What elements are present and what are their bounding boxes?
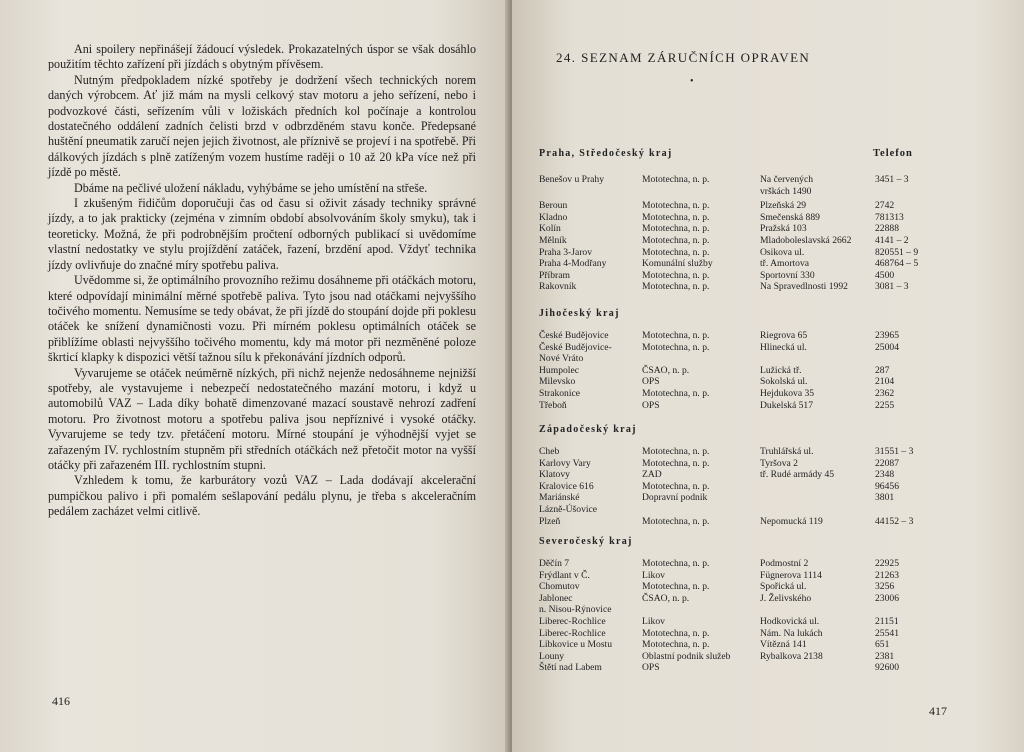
paragraph: Vyvarujeme se otáček neúměrně nízkých, při nichž nejenže nedosáhneme nejnižší spotřeby, ale vystavujeme i nebezpečí nedostatečného mazání motoru, i když u automobilů VAZ – Lada díky bohatě dimenzované mazací soustavě nehrozí zadření motoru. Pro životnost motoru a spotřebu paliva jsou nepříznivé i vysoké otáčky. Vyvarujeme se tedy tzv. přetáčení motoru. Mírné stoupání je výhodnější vyjet se zařazeným IV. rychlostním stupněm při středních otáčkách než přetočit motor na vyšší otáčky při zařazeném III. rychlostním stupni.: [48, 365, 476, 472]
table-row: [539, 616, 939, 628]
phone-cell: 3256: [875, 581, 895, 593]
company-cell: Mototechna, n. p.: [642, 281, 710, 293]
region-heading: Jihočeský kraj: [539, 308, 620, 319]
table-row: [539, 604, 939, 616]
address-cell: Tyršova 2: [760, 457, 798, 469]
paragraph: Ani spoilery nepřinášejí žádoucí výsledek. Prokazatelných úspor se však dosáhlo použitím těchto zařízení při jízdách s obytným přívěsem.: [48, 42, 476, 72]
address-cell: Dukelská 517: [760, 399, 814, 411]
address-cell: Fügnerova 1114: [760, 569, 822, 581]
left-page: [0, 0, 510, 752]
company-cell: Mototechna, n. p.: [642, 558, 710, 569]
phone-cell: 4500: [875, 269, 895, 281]
address-cell: tř. Amortova: [760, 258, 810, 270]
city-cell: Lázně-Úšovice: [539, 504, 598, 515]
city-cell: Mariánské: [539, 492, 580, 504]
left-page-text: [48, 42, 476, 520]
company-cell: Mototechna, n. p.: [642, 174, 710, 185]
address-cell: Osikova ul.: [760, 246, 805, 258]
address-cell: Podmostní 2: [760, 558, 809, 569]
company-cell: ČSAO, n. p.: [642, 592, 690, 604]
address-cell: Hodkovická ul.: [760, 616, 820, 627]
city-cell: Milevsko: [539, 376, 576, 388]
company-cell: OPS: [642, 662, 660, 674]
phone-cell: 3801: [875, 492, 895, 504]
table-row: [539, 400, 939, 412]
phone-cell: 3081 – 3: [875, 281, 909, 293]
table-row: [539, 581, 939, 593]
table-row: [539, 235, 939, 247]
region-heading: Západočeský kraj: [539, 424, 637, 435]
address-cell: Riegrova 65: [760, 330, 808, 341]
address-cell: Na červených: [760, 174, 813, 185]
city-cell: Kralovice 616: [539, 480, 594, 492]
address-cell: Hejdukova 35: [760, 388, 815, 399]
phone-cell: 44152 – 3: [875, 515, 914, 527]
paragraph: Nutným předpokladem nízké spotřeby je dodržení všech technických norem daných výrobcem. Ať již mám na mysli celkový stav motoru a jeho seřízení, nebo i podvozkové části, seřízením vůli v ložiskách předních kol počínaje a kontrolou dostatečného oddálení zadních čelisti brzd v odbrzděném stavu konče. Předepsané huštění pneumatik zaručí nejen jejich životnost, ale příznivě se projeví i na spotřebě. Při dálkových jízdách s plně zatíženým vozem hustíme raději o 10 až 20 kPa více než při jízdě po městě.: [48, 72, 476, 180]
city-cell: Rakovník: [539, 281, 577, 293]
table-row: [539, 174, 939, 186]
phone-cell: 2362: [875, 388, 895, 399]
table-row: [539, 516, 939, 528]
table-row: [539, 651, 939, 663]
address-cell: Na Spravedlnosti 1992: [760, 281, 848, 293]
phone-cell: 31551 – 3: [875, 446, 914, 457]
table-row: [539, 593, 939, 605]
address-cell: Rybalkova 2138: [760, 650, 823, 662]
right-page: [512, 0, 1024, 752]
city-cell: Liberec-Rochlice: [539, 627, 606, 639]
city-cell: n. Nisou-Rýnovice: [539, 604, 612, 616]
city-cell: České Budějovice: [539, 330, 609, 341]
city-cell: Liberec-Rochlice: [539, 616, 606, 627]
table-row: [539, 388, 939, 400]
table-row: [539, 639, 939, 651]
city-cell: Příbram: [539, 269, 570, 281]
address-cell: Mladoboleslavská 2662: [760, 235, 852, 246]
paragraph: Uvědomme si, že optimálního provozního režimu dosáhneme při otáčkách motoru, které odpovídají minimální měrné spotřebě paliva. Tyto jsou nad otáčkami nejvyššího točivého momentu. Nemusíme se tedy obávat, že při jízdě do stoupání dojde při poklesu otáček ke snížení dynamičnosti vozu. Při mírném poklesu optimálních otáček se přiblížíme oblasti nejvyššího točivého momentu, kdy má motor při nezměněné poloze škrticí klapky k dispozici větší tažnou sílu k překonávání jízdních odporů.: [48, 273, 476, 365]
company-cell: Likov: [642, 569, 665, 581]
company-cell: OPS: [642, 376, 660, 388]
phone-cell: 22925: [875, 558, 899, 569]
phone-cell: 22087: [875, 457, 899, 469]
phone-cell: 23965: [875, 330, 899, 341]
city-cell: Louny: [539, 650, 565, 662]
region-heading: Severočeský kraj: [539, 536, 633, 547]
table-row: [539, 330, 939, 342]
address-cell: Lužická tř.: [760, 364, 802, 376]
phone-cell: 3451 – 3: [875, 174, 909, 185]
table-row: [539, 258, 939, 270]
city-cell: Frýdlant v Č.: [539, 569, 590, 581]
address-cell: J. Želivského: [760, 592, 812, 604]
address-cell: Nám. Na lukách: [760, 627, 823, 639]
phone-cell: 2348: [875, 469, 895, 481]
table-row: [539, 446, 939, 458]
address-cell: Hlinecká ul.: [760, 341, 807, 353]
address-cell: Spořická ul.: [760, 581, 807, 593]
company-cell: Mototechna, n. p.: [642, 581, 710, 593]
company-cell: Mototechna, n. p.: [642, 269, 710, 281]
table-row: [539, 270, 939, 282]
city-cell: Praha 4-Modřany: [539, 258, 607, 270]
phone-cell: 96456: [875, 480, 899, 492]
company-cell: OPS: [642, 399, 660, 411]
address-cell: vrškách 1490: [760, 185, 812, 197]
city-cell: Jablonec: [539, 592, 573, 604]
address-cell: Sportovní 330: [760, 269, 815, 281]
city-cell: České Budějovice-: [539, 341, 612, 353]
phone-cell: 820551 – 9: [875, 246, 919, 258]
city-cell: Cheb: [539, 446, 560, 457]
company-cell: Mototechna, n. p.: [642, 235, 710, 246]
phone-cell: 92600: [875, 662, 899, 674]
table-row: [539, 481, 939, 493]
company-cell: Mototechna, n. p.: [642, 246, 710, 258]
table-row: [539, 200, 939, 212]
city-cell: Karlovy Vary: [539, 457, 591, 469]
company-cell: Mototechna, n. p.: [642, 446, 710, 457]
city-cell: Klatovy: [539, 469, 570, 481]
table-row: [539, 365, 939, 377]
phone-cell: 2381: [875, 650, 895, 662]
table-row: [539, 469, 939, 481]
city-cell: Libkovice u Mostu: [539, 639, 613, 651]
address-cell: Pražská 103: [760, 223, 807, 235]
table-row: [539, 186, 939, 198]
city-cell: Děčín 7: [539, 558, 570, 569]
company-cell: Mototechna, n. p.: [642, 627, 710, 639]
table-row: [539, 570, 939, 582]
phone-cell: 21151: [875, 616, 899, 627]
city-cell: Benešov u Prahy: [539, 174, 605, 185]
company-cell: ČSAO, n. p.: [642, 364, 690, 376]
left-page-number: 416: [52, 694, 70, 708]
table-row: [539, 342, 939, 354]
table-row: [539, 504, 939, 516]
address-cell: Sokolská ul.: [760, 376, 808, 388]
company-cell: Mototechna, n. p.: [642, 457, 710, 469]
company-cell: Oblastní podnik služeb: [642, 650, 731, 662]
phone-cell: 287: [875, 364, 890, 376]
phone-cell: 2255: [875, 399, 895, 411]
company-cell: Mototechna, n. p.: [642, 341, 710, 353]
phone-cell: 781313: [875, 211, 904, 223]
paragraph: I zkušeným řidičům doporučuji čas od času si oživit zásady techniky správné jízdy, a to jak prakticky (zejména v zimním období absolvováním školy smyku), tak i teoreticky. Možná, že při podrobnějším pročtení odborných publikací si uvědomíme vlastní nedostatky ve stylu projíždění zatáček, řazení, brzdění apod. Vždyť technika jízdy ovlivňuje do značné míry spotřebu paliva.: [48, 196, 476, 272]
city-cell: Kolín: [539, 223, 561, 235]
table-row: [539, 212, 939, 224]
phone-cell: 21263: [875, 569, 899, 581]
city-cell: Strakonice: [539, 388, 581, 399]
city-cell: Mělník: [539, 235, 567, 246]
paragraph: Vzhledem k tomu, že karburátory vozů VAZ – Lada dodávají akcelerační pumpičkou palivo i při pomalém sešlapování pedálu plynu, je třeba s akceleračním pedálem zacházet velmi citlivě.: [48, 473, 476, 519]
city-cell: Kladno: [539, 211, 568, 223]
phone-cell: 468764 – 5: [875, 258, 919, 270]
address-cell: Plzeňská 29: [760, 200, 807, 212]
phone-cell: 25004: [875, 341, 899, 353]
address-cell: Vítězná 141: [760, 639, 807, 651]
table-row: [539, 223, 939, 235]
address-cell: tř. Rudé armády 45: [760, 469, 835, 481]
table-row: [539, 376, 939, 388]
city-cell: Štětí nad Labem: [539, 662, 602, 674]
table-row: [539, 353, 939, 365]
table-row: [539, 458, 939, 470]
table-row: [539, 492, 939, 504]
company-cell: ZAD: [642, 469, 662, 481]
city-cell: Třeboň: [539, 399, 567, 411]
region-heading: Praha, Středočeský kraj: [539, 148, 673, 159]
address-cell: Smečenská 889: [760, 211, 820, 223]
phone-cell: 23006: [875, 592, 899, 604]
phone-cell: 2742: [875, 200, 895, 212]
company-cell: Dopravní podnik: [642, 492, 708, 504]
company-cell: Mototechna, n. p.: [642, 515, 710, 527]
city-cell: Plzeň: [539, 515, 561, 527]
paragraph: Dbáme na pečlivé uložení nákladu, vyhýbáme se jeho umístění na střeše.: [74, 180, 428, 195]
city-cell: Humpolec: [539, 364, 579, 376]
company-cell: Likov: [642, 616, 665, 627]
table-row: [539, 628, 939, 640]
company-cell: Mototechna, n. p.: [642, 223, 710, 235]
table-row: [539, 662, 939, 674]
address-cell: Truhlářská ul.: [760, 446, 814, 457]
company-cell: Mototechna, n. p.: [642, 639, 710, 651]
phone-cell: 651: [875, 639, 890, 651]
company-cell: Mototechna, n. p.: [642, 211, 710, 223]
company-cell: Mototechna, n. p.: [642, 330, 710, 341]
telephone-column-header: Telefon: [873, 148, 913, 159]
company-cell: Mototechna, n. p.: [642, 200, 710, 212]
city-cell: Beroun: [539, 200, 568, 212]
address-cell: Nepomucká 119: [760, 515, 823, 527]
company-cell: Komunální služby: [642, 258, 713, 270]
phone-cell: 4141 – 2: [875, 235, 909, 246]
city-cell: Nové Vráto: [539, 353, 584, 365]
phone-cell: 25541: [875, 627, 899, 639]
table-row: [539, 247, 939, 259]
company-cell: Mototechna, n. p.: [642, 388, 710, 399]
phone-cell: 2104: [875, 376, 895, 388]
right-page-number: 417: [929, 704, 947, 718]
phone-cell: 22888: [875, 223, 899, 235]
city-cell: Chomutov: [539, 581, 580, 593]
company-cell: Mototechna, n. p.: [642, 480, 710, 492]
title-dot: •: [690, 76, 694, 87]
table-row: [539, 558, 939, 570]
list-title: 24. SEZNAM ZÁRUČNÍCH OPRAVEN: [556, 50, 811, 65]
city-cell: Praha 3-Jarov: [539, 246, 593, 258]
table-row: [539, 281, 939, 293]
